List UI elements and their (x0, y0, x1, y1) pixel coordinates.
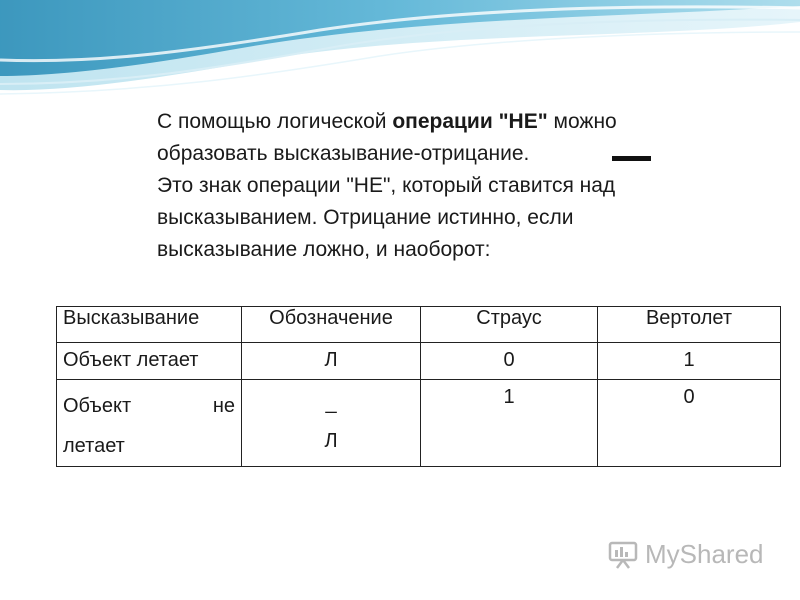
negated-notation (242, 380, 420, 460)
header-statement: Высказывание (57, 307, 242, 343)
cell-ostrich (421, 343, 598, 380)
myshared-logo (607, 537, 764, 571)
header-wave-decoration (0, 0, 800, 110)
helicopter-value: 1 (683, 349, 695, 371)
cell-statement (57, 343, 242, 380)
logo-text: MyShared (645, 538, 764, 569)
paragraph-line-2: образовать высказывание-отрицание. (157, 142, 530, 165)
operation-not-bold: операции "НЕ" (392, 110, 548, 133)
paragraph-line-1 (157, 106, 757, 138)
statement-text (63, 380, 241, 466)
cell-helicopter (598, 343, 781, 380)
table-row (57, 343, 781, 380)
line1-text-end: можно (547, 110, 617, 133)
statement-word-2: не (212, 395, 235, 417)
ostrich-value: 0 (503, 349, 515, 371)
presentation-board-icon (607, 538, 639, 570)
paragraph-line-4: высказыванием. Отрицание истинно, если (157, 206, 574, 229)
notation-text: Л (324, 430, 338, 452)
helicopter-value: 0 (683, 386, 695, 408)
header-helicopter: Вертолет (598, 307, 781, 343)
statement-line-2: летает (63, 435, 125, 457)
cell-helicopter (598, 380, 781, 467)
cell-notation (242, 380, 421, 467)
statement-line-1 (63, 386, 241, 426)
table-row (57, 380, 781, 467)
cell-notation (242, 343, 421, 380)
intro-paragraph (157, 106, 757, 266)
ostrich-value: 1 (503, 386, 515, 408)
statement-word-1: Объект (63, 395, 132, 417)
negation-bar-text: _ (325, 392, 337, 414)
truth-table (56, 306, 781, 467)
header-ostrich: Страус (421, 307, 598, 343)
paragraph-line-3: Это знак операции "НЕ", который ставится над (157, 174, 616, 197)
table-header-row (57, 307, 781, 343)
negation-bar-symbol (612, 156, 651, 161)
cell-statement (57, 380, 242, 467)
statement-text: Объект летает (63, 349, 199, 371)
cell-ostrich (421, 380, 598, 467)
paragraph-line-5: высказывание ложно, и наоборот: (157, 238, 491, 261)
notation-text: Л (324, 349, 338, 371)
line1-text: С помощью логической (157, 110, 393, 133)
header-notation: Обозначение (242, 307, 421, 343)
